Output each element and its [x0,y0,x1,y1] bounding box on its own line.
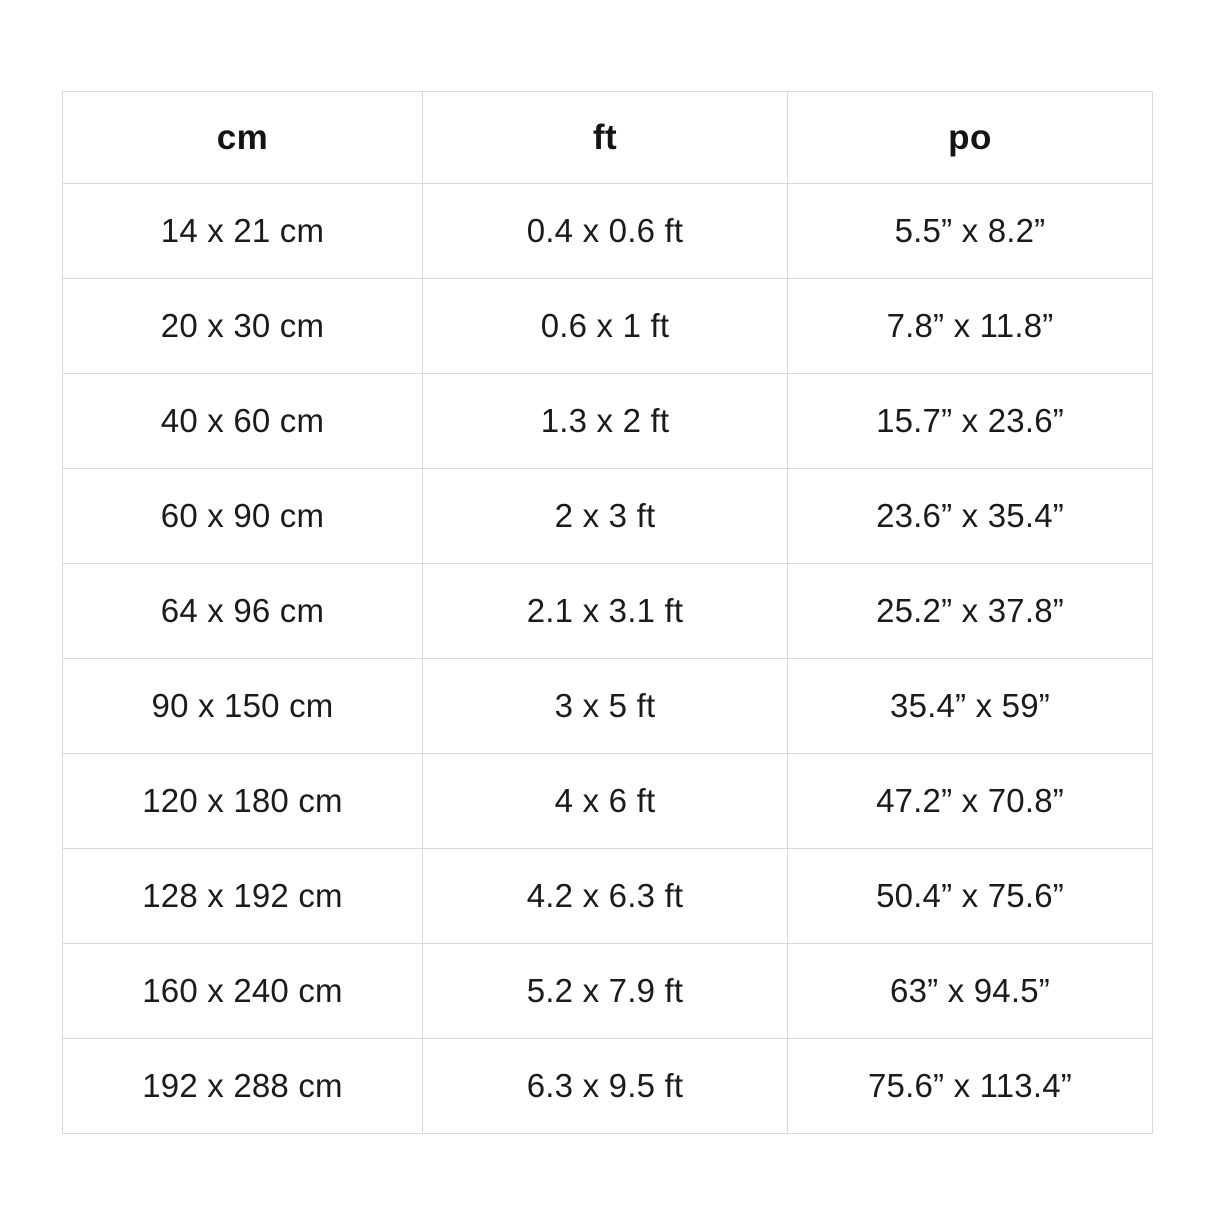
cell-ft: 0.6 x 1 ft [423,279,788,374]
cell-cm: 14 x 21 cm [63,184,423,279]
cell-ft: 4.2 x 6.3 ft [423,849,788,944]
cell-ft: 0.4 x 0.6 ft [423,184,788,279]
cell-po: 25.2” x 37.8” [788,564,1153,659]
cell-ft: 2 x 3 ft [423,469,788,564]
cell-ft: 5.2 x 7.9 ft [423,944,788,1039]
column-header-po: po [788,92,1153,184]
column-header-ft: ft [423,92,788,184]
cell-ft: 4 x 6 ft [423,754,788,849]
table-row [63,279,1153,374]
cell-po: 35.4” x 59” [788,659,1153,754]
table-row [63,564,1153,659]
table-row [63,184,1153,279]
cell-ft: 2.1 x 3.1 ft [423,564,788,659]
cell-po: 15.7” x 23.6” [788,374,1153,469]
table-header-row [63,92,1153,184]
cell-cm: 60 x 90 cm [63,469,423,564]
table-row [63,754,1153,849]
cell-cm: 90 x 150 cm [63,659,423,754]
cell-cm: 64 x 96 cm [63,564,423,659]
table-row [63,659,1153,754]
cell-po: 5.5” x 8.2” [788,184,1153,279]
cell-cm: 20 x 30 cm [63,279,423,374]
cell-po: 7.8” x 11.8” [788,279,1153,374]
table-row [63,374,1153,469]
cell-po: 75.6” x 113.4” [788,1039,1153,1134]
table-row [63,849,1153,944]
cell-po: 23.6” x 35.4” [788,469,1153,564]
table-body [63,184,1153,1134]
cell-cm: 120 x 180 cm [63,754,423,849]
cell-cm: 128 x 192 cm [63,849,423,944]
cell-ft: 6.3 x 9.5 ft [423,1039,788,1134]
column-header-cm: cm [63,92,423,184]
table-row [63,469,1153,564]
size-conversion-table-container [62,91,1152,1134]
size-conversion-table [62,91,1153,1134]
table-row [63,944,1153,1039]
cell-ft: 1.3 x 2 ft [423,374,788,469]
table-row [63,1039,1153,1134]
cell-po: 63” x 94.5” [788,944,1153,1039]
cell-po: 50.4” x 75.6” [788,849,1153,944]
cell-ft: 3 x 5 ft [423,659,788,754]
cell-cm: 160 x 240 cm [63,944,423,1039]
cell-po: 47.2” x 70.8” [788,754,1153,849]
table-header [63,92,1153,184]
cell-cm: 40 x 60 cm [63,374,423,469]
cell-cm: 192 x 288 cm [63,1039,423,1134]
